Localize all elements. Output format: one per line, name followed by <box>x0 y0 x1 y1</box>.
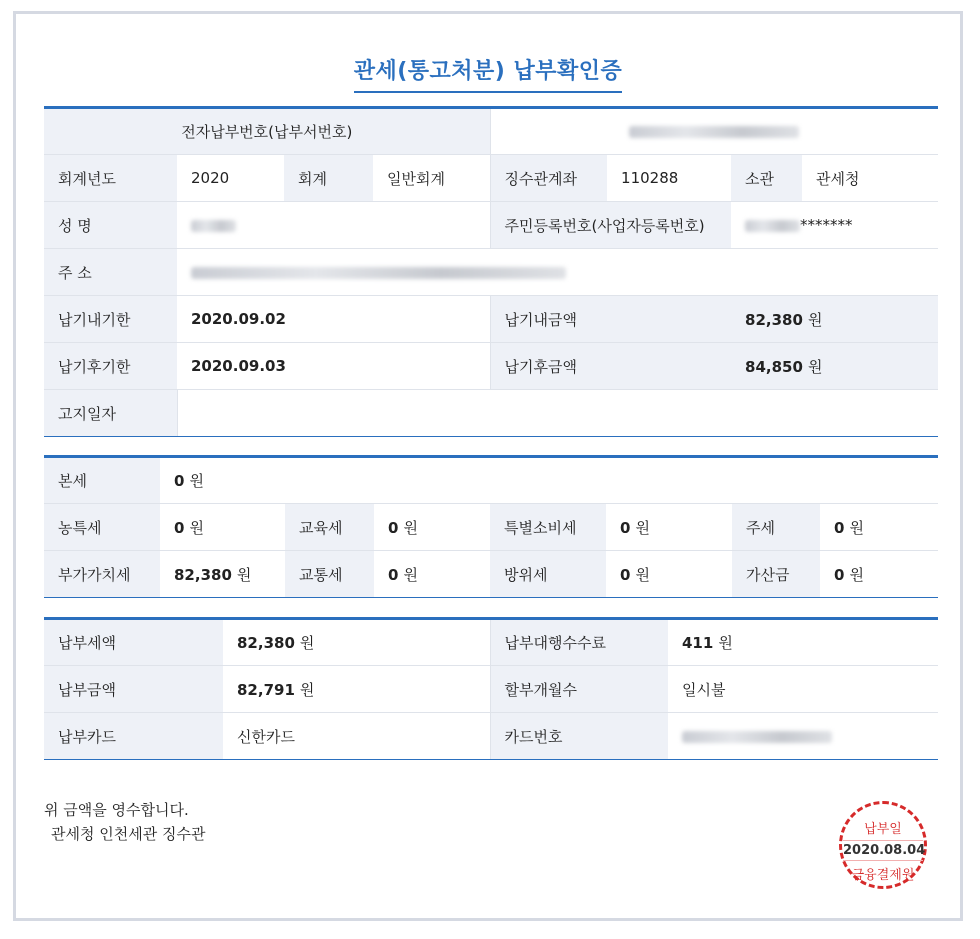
traffic-tax-value: 0 <box>388 565 399 584</box>
payment-no-value <box>490 108 938 155</box>
special-consumption-label: 특별소비세 <box>490 504 606 551</box>
collection-account-label: 징수관계좌 <box>490 155 607 202</box>
payment-no-label: 전자납부번호(납부서번호) <box>44 108 490 155</box>
paid-amount-value: 82,791 <box>237 680 295 699</box>
liquor-tax-cell: 0 원 <box>820 504 938 551</box>
installments-label: 할부개월수 <box>490 666 668 713</box>
resident-no-label: 주민등록번호(사업자등록번호) <box>490 202 731 249</box>
late-date-label: 납기후기한 <box>44 343 177 390</box>
late-amount-cell: 84,850 원 <box>731 343 938 390</box>
farm-tax-cell: 0 원 <box>160 504 285 551</box>
page-title: 관세(통고처분) 납부확인증 <box>354 54 623 93</box>
defense-tax-label: 방위세 <box>490 551 606 598</box>
jurisdiction-value: 관세청 <box>802 155 938 202</box>
due-amount-label: 납기내금액 <box>490 296 731 343</box>
paid-amount-cell: 82,791 원 <box>223 666 490 713</box>
education-tax-value: 0 <box>388 518 399 537</box>
paid-amount-label: 납부금액 <box>44 666 223 713</box>
tax-amount-cell: 82,380 원 <box>223 619 490 666</box>
due-date-label: 납기내기한 <box>44 296 177 343</box>
basic-tax-cell: 0 원 <box>160 457 938 504</box>
resident-no-suffix: ******* <box>800 216 853 234</box>
stamp-bottom-text: 금융결제원 <box>851 868 915 883</box>
notice-date-value <box>177 390 938 437</box>
card-label: 납부카드 <box>44 713 223 760</box>
fiscal-year-label: 회계년도 <box>44 155 177 202</box>
notice-date-label: 고지일자 <box>44 390 177 437</box>
traffic-tax-label: 교통세 <box>285 551 374 598</box>
tax-breakdown-table <box>44 455 938 598</box>
liquor-tax-label: 주세 <box>732 504 820 551</box>
education-tax-label: 교육세 <box>285 504 374 551</box>
agency-fee-value: 411 <box>682 634 714 652</box>
tax-amount-label: 납부세액 <box>44 619 223 666</box>
stamp-date: 2020.08.04 <box>843 840 923 861</box>
name-value <box>177 202 490 249</box>
payment-summary-table <box>44 617 938 760</box>
due-amount-cell: 82,380 원 <box>731 296 938 343</box>
receipt-frame <box>13 11 963 921</box>
agency-fee-label: 납부대행수수료 <box>490 619 668 666</box>
card-value: 신한카드 <box>223 713 490 760</box>
address-label: 주 소 <box>44 249 177 296</box>
account-label: 회계 <box>284 155 373 202</box>
late-amount-value: 84,850 <box>745 357 803 376</box>
installments-value: 일시불 <box>668 666 938 713</box>
farm-tax-label: 농특세 <box>44 504 160 551</box>
late-date-value: 2020.09.03 <box>177 343 490 390</box>
defense-tax-value: 0 <box>620 565 631 584</box>
education-tax-cell: 0 원 <box>374 504 490 551</box>
receipt-note-line1: 위 금액을 영수합니다. <box>44 801 189 819</box>
surcharge-value: 0 <box>834 565 845 584</box>
due-date-value: 2020.09.02 <box>177 296 490 343</box>
surcharge-cell: 0 원 <box>820 551 938 598</box>
collection-account-value: 110288 <box>607 155 731 202</box>
vat-cell: 82,380 원 <box>160 551 285 598</box>
farm-tax-value: 0 <box>174 518 185 537</box>
payment-date-stamp <box>839 801 927 889</box>
vat-value: 82,380 <box>174 565 232 584</box>
account-value: 일반회계 <box>373 155 490 202</box>
surcharge-label: 가산금 <box>732 551 820 598</box>
defense-tax-cell: 0 원 <box>606 551 732 598</box>
traffic-tax-cell: 0 원 <box>374 551 490 598</box>
card-no-value <box>668 713 938 760</box>
resident-no-value <box>731 202 938 249</box>
late-amount-label: 납기후금액 <box>490 343 731 390</box>
vat-label: 부가가치세 <box>44 551 160 598</box>
address-value <box>177 249 938 296</box>
due-amount-value: 82,380 <box>745 310 803 329</box>
receipt-note-line2: 관세청 인천세관 징수관 <box>51 825 206 843</box>
stamp-top-text: 납부일 <box>864 822 902 837</box>
agency-fee-cell: 411 원 <box>668 619 938 666</box>
receipt-note <box>44 798 205 846</box>
special-consumption-value: 0 <box>620 518 631 537</box>
special-consumption-cell: 0 원 <box>606 504 732 551</box>
basic-tax-label: 본세 <box>44 457 160 504</box>
card-no-label: 카드번호 <box>490 713 668 760</box>
payer-info-table <box>44 106 938 437</box>
basic-tax-value: 0 <box>174 472 185 490</box>
name-label: 성 명 <box>44 202 177 249</box>
tax-amount-value: 82,380 <box>237 634 295 652</box>
jurisdiction-label: 소관 <box>731 155 802 202</box>
liquor-tax-value: 0 <box>834 518 845 537</box>
fiscal-year-value: 2020 <box>177 155 284 202</box>
